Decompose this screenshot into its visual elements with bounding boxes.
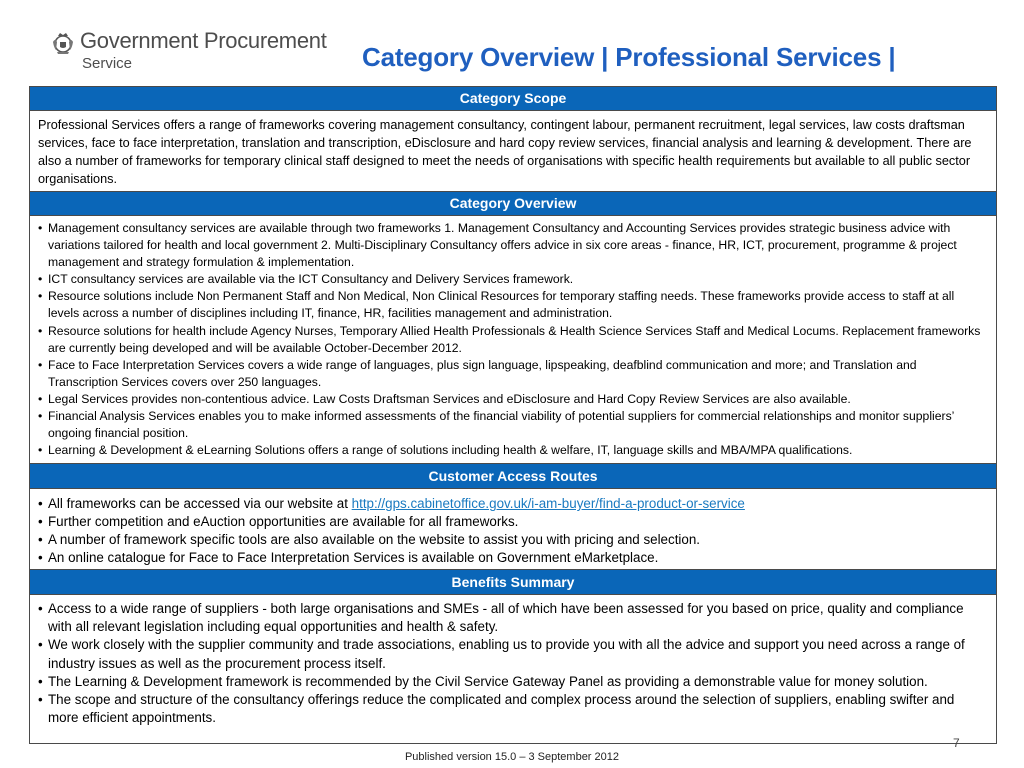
page-title: Category Overview | Professional Services | <box>362 42 896 72</box>
list-item: • Resource solutions for health include Agency Nurses, Temporary Allied Health Professionals & Health Science Services Staff and Medical Locums. Replacement frameworks are currently being developed and will be available October-December 2012. <box>38 323 988 357</box>
list-item: • Learning & Development & eLearning Solutions offers a range of solutions including health & welfare, IT, language skills and MBA/MPA qualifications. <box>38 442 988 459</box>
list-item: • ICT consultancy services are available via the ICT Consultancy and Delivery Services framework. <box>38 271 988 288</box>
scope-text: Professional Services offers a range of frameworks covering management consultancy, contingent labour, permanent recruitment, legal services, law costs draftsman services, face to face interpretation, translation and transcription, eDisclosure and hard copy review services, financial analysis and learning & development. There are also a number of frameworks for temporary clinical staff designed to meet the needs of organisations with specific health requirements but available to all public sector organisations. <box>38 118 972 186</box>
list-item: • The scope and structure of the consultancy offerings reduce the complicated and complex process around the selection of suppliers, enabling swifter and more efficient appointments. <box>38 691 988 727</box>
logo-org-name: Government Procurement <box>80 28 327 53</box>
overview-body <box>30 216 996 463</box>
access-list <box>38 495 988 567</box>
section-heading-benefits: Benefits Summary <box>30 569 996 595</box>
gps-website-link[interactable]: http://gps.cabinetoffice.gov.uk/i-am-buyer/find-a-product-or-service <box>351 496 745 511</box>
list-item: • Further competition and eAuction opportunities are available for all frameworks. <box>38 513 988 531</box>
list-item: • Face to Face Interpretation Services covers a wide range of languages, plus sign language, lipspeaking, deafblind communication and more; and Translation and Transcription Services covers over 250 languages. <box>38 357 988 391</box>
footer-version: Published version 15.0 – 3 September 2012 <box>404 751 620 763</box>
list-item: • Legal Services provides non-contentious advice. Law Costs Draftsman Services and eDisclosure and Hard Copy Review Services are also available. <box>38 391 988 408</box>
page-number: 7 <box>953 736 960 750</box>
access-body <box>30 489 996 568</box>
section-heading-access: Customer Access Routes <box>30 463 996 489</box>
list-item <box>38 495 988 513</box>
gps-logo <box>50 28 327 74</box>
content-frame <box>29 86 997 744</box>
list-item: • We work closely with the supplier community and trade associations, enabling us to provide you with all the advice and support you need across a range of industry issues as well as the procurement process itself. <box>38 636 988 672</box>
list-item: • Management consultancy services are available through two frameworks 1. Management Consultancy and Accounting Services provides strategic business advice with variations tailored for health and local government 2. Multi-Disciplinary Consultancy offers advice in six core areas - finance, HR, ICT, procurement, programme & project management and strategy formulation & implementation. <box>38 220 988 271</box>
overview-list <box>38 220 988 459</box>
access-intro-text: All frameworks can be accessed via our website at <box>48 496 352 511</box>
list-item: • A number of framework specific tools are also available on the website to assist you with pricing and selection. <box>38 531 988 549</box>
section-heading-overview: Category Overview <box>30 191 996 216</box>
benefits-list <box>38 600 988 727</box>
section-heading-scope: Category Scope <box>30 86 996 111</box>
royal-crest-icon <box>50 30 76 56</box>
list-item: • Resource solutions include Non Permanent Staff and Non Medical, Non Clinical Resources for temporary staffing needs. These frameworks provide access to staff at all levels across a number of disciplines including IT, finance, HR, facilities management and administration. <box>38 288 988 322</box>
benefits-body <box>30 595 996 743</box>
logo-org-subname: Service <box>82 55 133 72</box>
list-item: • Access to a wide range of suppliers - both large organisations and SMEs - all of which have been assessed for you based on price, quality and compliance with all relevant legislation including equal opportunities and health & safety. <box>38 600 988 636</box>
list-item: • Financial Analysis Services enables you to make informed assessments of the financial viability of potential suppliers for commercial relationships and monitor suppliers’ ongoing financial position. <box>38 408 988 442</box>
list-item: • The Learning & Development framework is recommended by the Civil Service Gateway Panel as providing a demonstrable value for money solution. <box>38 673 988 691</box>
list-item: • An online catalogue for Face to Face Interpretation Services is available on Government eMarketplace. <box>38 549 988 567</box>
